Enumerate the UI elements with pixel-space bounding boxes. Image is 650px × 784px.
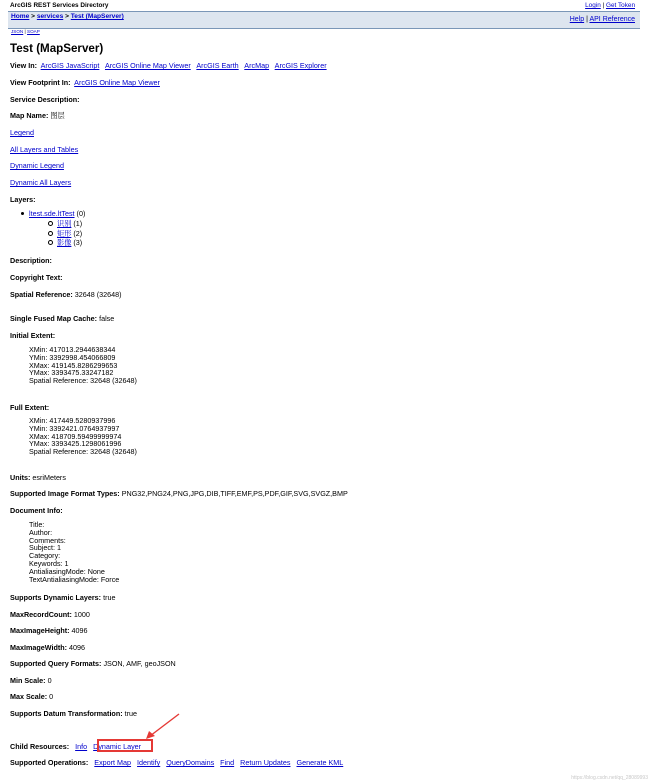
query-formats-label: Supported Query Formats: <box>10 659 102 668</box>
get-token-link[interactable]: Get Token <box>605 2 635 9</box>
highlight-box <box>97 739 153 752</box>
query-domains-link[interactable]: QueryDomains <box>166 758 215 767</box>
child-resources-label: Child Resources: <box>10 742 70 751</box>
doc-title: Title: <box>29 520 45 529</box>
image-formats-row <box>10 489 348 498</box>
layer-id: (2) <box>73 228 83 238</box>
format-links <box>11 29 40 34</box>
service-description-label: Service Description: <box>10 95 80 104</box>
breadcrumb-services[interactable]: services <box>36 13 64 20</box>
doc-keywords: Keywords: 1 <box>29 558 69 568</box>
max-width-label: MaxImageWidth: <box>10 643 68 652</box>
map-name-label: Map Name: <box>10 111 49 120</box>
layer-id: (3) <box>73 238 83 248</box>
full-ymax: YMax: 3393425.1298061996 <box>29 439 122 449</box>
doc-author: Author: <box>29 527 53 537</box>
layer-link[interactable]: 影像 <box>57 238 72 248</box>
min-scale-value: 0 <box>47 676 52 685</box>
doc-text-antialiasing: TextAntialiasingMode: Force <box>29 574 120 584</box>
max-width-row <box>10 643 85 652</box>
document-info-label: Document Info: <box>10 506 63 515</box>
initial-spatial-reference: Spatial Reference: 32648 (32648) <box>29 376 137 386</box>
layer-list <box>10 209 85 248</box>
max-height-label: MaxImageHeight: <box>10 626 70 635</box>
sublayer-item <box>10 238 85 248</box>
view-footprint-label: View Footprint In: <box>10 78 71 87</box>
breadcrumb-separator: > <box>29 13 37 20</box>
sublayer-item <box>10 219 85 229</box>
annotation-arrow-icon <box>140 712 182 742</box>
doc-comments: Comments: <box>29 535 66 545</box>
layers-label: Layers: <box>10 195 36 204</box>
full-ymin: YMin: 3392421.0764937997 <box>29 423 120 433</box>
units-label: Units: <box>10 473 31 482</box>
doc-antialiasing: AntialiasingMode: None <box>29 566 105 576</box>
spatial-reference-row <box>10 290 121 299</box>
max-record-value: 1000 <box>73 610 90 619</box>
dynamic-all-layers-link[interactable]: Dynamic All Layers <box>10 178 72 187</box>
units-row <box>10 473 66 482</box>
single-fused-row <box>10 314 114 323</box>
full-extent-values <box>29 417 137 456</box>
initial-extent-values <box>29 346 137 385</box>
dynamic-layer-link[interactable]: Dynamic Layer <box>93 742 142 751</box>
datum-row <box>10 709 137 718</box>
api-reference-link[interactable]: API Reference <box>589 16 635 23</box>
image-formats-label: Supported Image Format Types: <box>10 489 120 498</box>
units-value: esriMeters <box>32 473 66 482</box>
top-links <box>585 2 635 9</box>
doc-category: Category: <box>29 551 61 561</box>
sublayer-item <box>10 229 85 239</box>
spatial-reference-value: 32648 (32648) <box>74 290 122 299</box>
layer-id: (1) <box>73 218 83 228</box>
view-footprint-row <box>10 78 160 87</box>
full-xmax: XMax: 418709.59499999974 <box>29 431 122 441</box>
max-scale-value: 0 <box>49 692 54 701</box>
layer-link[interactable]: 矩形 <box>57 228 72 238</box>
min-scale-label: Min Scale: <box>10 676 46 685</box>
breadcrumb-home[interactable]: Home <box>11 13 30 20</box>
full-extent-label: Full Extent: <box>10 403 50 412</box>
max-record-row <box>10 610 90 619</box>
legend-link[interactable]: Legend <box>10 128 34 137</box>
footprint-online-map-viewer[interactable]: ArcGIS Online Map Viewer <box>74 78 160 87</box>
min-scale-row <box>10 676 52 685</box>
map-name-row <box>10 111 65 121</box>
datum-label: Supports Datum Transformation: <box>10 709 123 718</box>
map-name-value: 图层 <box>50 111 65 120</box>
nav-separator: | <box>586 16 588 23</box>
datum-value: true <box>124 709 137 718</box>
all-layers-link[interactable]: All Layers and Tables <box>10 145 79 154</box>
spatial-reference-label: Spatial Reference: <box>10 290 73 299</box>
initial-extent-label: Initial Extent: <box>10 331 56 340</box>
layer-link[interactable]: 识别 <box>57 218 72 228</box>
operations-row <box>10 758 347 767</box>
directory-title: ArcGIS REST Services Directory <box>10 2 109 9</box>
layer-item <box>10 209 85 219</box>
dynamic-layers-label: Supports Dynamic Layers: <box>10 593 102 602</box>
dynamic-layers-row <box>10 593 115 602</box>
query-formats-value: JSON, AMF, geoJSON <box>103 659 176 668</box>
operations-label: Supported Operations: <box>10 758 89 767</box>
max-width-value: 4096 <box>69 643 86 652</box>
view-in-arcgis-javascript[interactable]: ArcGIS JavaScript <box>40 61 100 70</box>
document-info-values <box>29 521 119 583</box>
view-in-arcmap[interactable]: ArcMap <box>244 61 270 70</box>
breadcrumb <box>11 13 124 20</box>
help-link[interactable]: Help <box>569 16 585 23</box>
max-height-row <box>10 626 88 635</box>
view-in-arcgis-earth[interactable]: ArcGIS Earth <box>196 61 239 70</box>
max-height-value: 4096 <box>71 626 88 635</box>
initial-xmax: XMax: 419145.8286299653 <box>29 360 118 370</box>
view-in-label: View In: <box>10 61 38 70</box>
breadcrumb-separator: > <box>63 13 71 20</box>
generate-kml-link[interactable]: Generate KML <box>296 758 344 767</box>
export-map-link[interactable]: Export Map <box>94 758 132 767</box>
top-bar <box>0 0 650 11</box>
breadcrumb-current[interactable]: Test (MapServer) <box>70 13 124 20</box>
page-title: Test (MapServer) <box>10 42 104 55</box>
image-formats-value: PNG32,PNG24,PNG,JPG,DIB,TIFF,EMF,PS,PDF,GIF,SVG,SVGZ,BMP <box>121 489 348 498</box>
login-link[interactable]: Login <box>585 2 601 9</box>
json-link[interactable]: JSON <box>11 29 24 34</box>
full-spatial-reference: Spatial Reference: 32648 (32648) <box>29 447 137 457</box>
max-scale-label: Max Scale: <box>10 692 48 701</box>
find-link[interactable]: Find <box>220 758 235 767</box>
single-fused-value: false <box>99 314 115 323</box>
initial-ymin: YMin: 3392998.454066809 <box>29 352 116 362</box>
dynamic-legend-link[interactable]: Dynamic Legend <box>10 161 64 170</box>
copyright-label: Copyright Text: <box>10 273 63 282</box>
format-separator: | <box>24 29 26 34</box>
view-in-row <box>10 61 331 70</box>
layer-id: (0) <box>76 209 86 218</box>
max-scale-row <box>10 692 53 701</box>
description-label: Description: <box>10 256 52 265</box>
return-updates-link[interactable]: Return Updates <box>240 758 291 767</box>
breadcrumb-bar <box>8 11 640 29</box>
view-in-online-map-viewer[interactable]: ArcGIS Online Map Viewer <box>104 61 191 70</box>
watermark: https://blog.csdn.net/qq_28089993 <box>571 775 648 781</box>
single-fused-label: Single Fused Map Cache: <box>10 314 98 323</box>
view-in-arcgis-explorer[interactable]: ArcGIS Explorer <box>274 61 327 70</box>
initial-xmin: XMin: 417013.2944638344 <box>29 345 116 354</box>
query-formats-row <box>10 659 176 668</box>
info-link[interactable]: Info <box>75 742 88 751</box>
max-record-label: MaxRecordCount: <box>10 610 72 619</box>
doc-subject: Subject: 1 <box>29 543 61 553</box>
soap-link[interactable]: SOAP <box>27 29 40 34</box>
identify-link[interactable]: Identify <box>137 758 161 767</box>
dynamic-layers-value: true <box>103 593 116 602</box>
layer-link[interactable]: ltest.sde.ltTest <box>29 209 75 218</box>
top-link-separator: | <box>602 2 605 9</box>
full-xmin: XMin: 417449.5280937996 <box>29 416 116 425</box>
initial-ymax: YMax: 3393475.33247182 <box>29 368 114 378</box>
nav-right-links <box>570 16 635 23</box>
